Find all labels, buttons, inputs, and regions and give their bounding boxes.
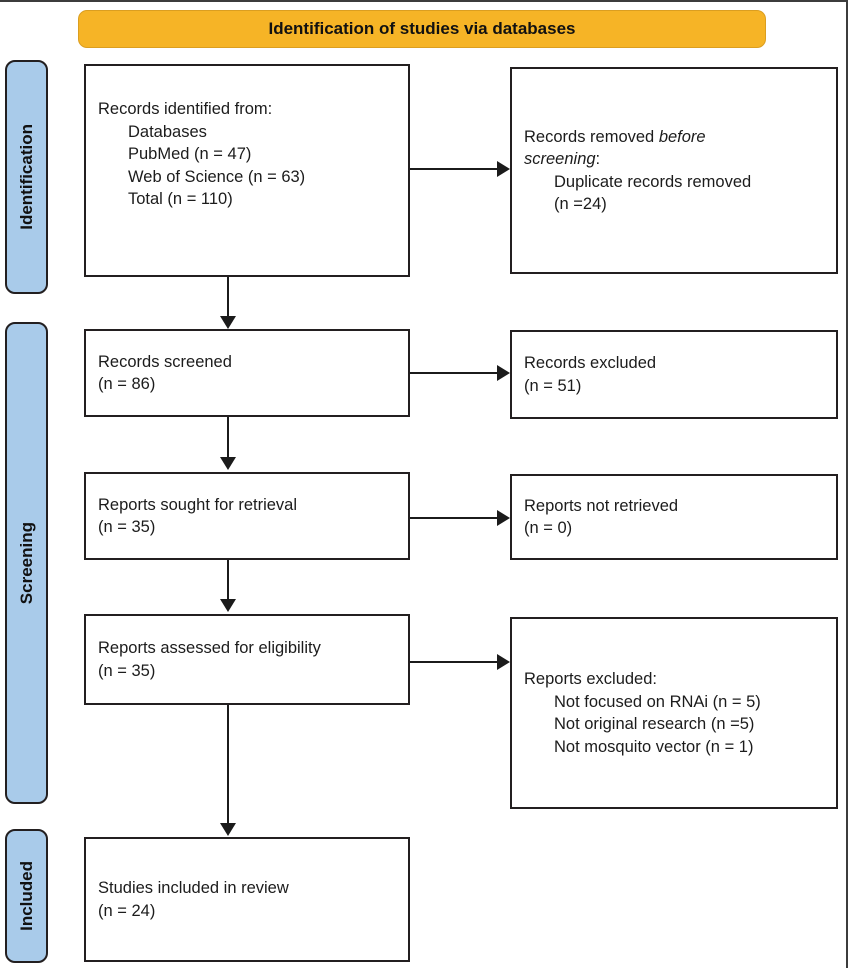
reports-excluded-item-rnai: Not focused on RNAi (n = 5) xyxy=(554,692,761,711)
box-records-removed xyxy=(510,67,838,274)
records-identified-item-total: Total (n = 110) xyxy=(128,190,233,209)
arrow-identified-to-removed-line xyxy=(410,168,498,170)
reports-assessed-count: (n = 35) xyxy=(98,661,156,680)
records-removed-italic: before screening xyxy=(524,127,706,168)
reports-excluded-item-mosquito: Not mosquito vector (n = 1) xyxy=(554,737,754,756)
stage-bar-screening xyxy=(5,322,48,804)
reports-sought-line1: Reports sought for retrieval xyxy=(98,495,298,514)
arrow-assessed-to-included-line xyxy=(227,705,229,825)
arrow-screened-to-excluded-head-icon xyxy=(497,365,510,381)
box-reports-excluded xyxy=(510,617,838,809)
studies-included-count: (n = 24) xyxy=(98,901,156,920)
stage-label-included: Included xyxy=(16,861,36,931)
arrow-sought-to-not-retrieved-line xyxy=(410,517,498,519)
banner-identification-via-databases xyxy=(78,10,766,48)
records-screened-line1: Records screened xyxy=(98,352,232,371)
arrow-sought-to-assessed-line xyxy=(227,560,229,601)
box-reports-sought xyxy=(84,472,410,560)
arrow-assessed-to-included-head-icon xyxy=(220,823,236,836)
arrow-sought-to-assessed-head-icon xyxy=(220,599,236,612)
reports-sought-count: (n = 35) xyxy=(98,518,156,536)
arrow-assessed-to-reports-excluded-head-icon xyxy=(497,654,510,670)
arrow-assessed-to-reports-excluded-line xyxy=(410,661,498,663)
stage-bar-included xyxy=(5,829,48,963)
reports-not-retrieved-line1: Reports not retrieved xyxy=(524,496,679,515)
records-identified-item-databases: Databases xyxy=(128,122,207,141)
arrow-sought-to-not-retrieved-head-icon xyxy=(497,510,510,526)
box-records-identified xyxy=(84,64,410,277)
records-removed-item-duplicates: Duplicate records removed (n =24) xyxy=(554,172,752,213)
studies-included-line1: Studies included in review xyxy=(98,879,289,897)
banner-title: Identification of studies via databases xyxy=(268,19,576,38)
records-excluded-line1: Records excluded xyxy=(524,354,657,372)
arrow-identified-to-screened-line xyxy=(227,277,229,318)
reports-not-retrieved-count: (n = 0) xyxy=(524,519,573,537)
reports-assessed-line1: Reports assessed for eligibility xyxy=(98,639,321,657)
arrow-identified-to-removed-head-icon xyxy=(497,161,510,177)
box-records-screened xyxy=(84,329,410,417)
box-studies-included xyxy=(84,837,410,962)
records-removed-heading xyxy=(524,126,739,171)
stage-label-identification: Identification xyxy=(16,124,36,230)
box-reports-assessed xyxy=(84,614,410,705)
arrow-identified-to-screened-head-icon xyxy=(220,316,236,329)
arrow-screened-to-excluded-line xyxy=(410,372,498,374)
reports-excluded-item-original: Not original research (n =5) xyxy=(554,715,755,733)
arrow-screened-to-sought-line xyxy=(227,417,229,459)
arrow-screened-to-sought-head-icon xyxy=(220,457,236,470)
box-reports-not-retrieved xyxy=(510,474,838,560)
reports-excluded-heading: Reports excluded: xyxy=(524,670,657,688)
records-removed-prefix: Records removed xyxy=(524,127,659,146)
stage-label-screening: Screening xyxy=(16,521,36,605)
records-excluded-count: (n = 51) xyxy=(524,376,582,395)
records-identified-item-wos: Web of Science (n = 63) xyxy=(128,167,306,186)
records-identified-item-pubmed: PubMed (n = 47) xyxy=(128,145,252,164)
stage-bar-identification xyxy=(5,60,48,294)
records-screened-count: (n = 86) xyxy=(98,375,156,393)
records-identified-heading: Records identified from: xyxy=(98,100,273,119)
records-removed-suffix: : xyxy=(595,150,601,168)
box-records-excluded xyxy=(510,330,838,419)
